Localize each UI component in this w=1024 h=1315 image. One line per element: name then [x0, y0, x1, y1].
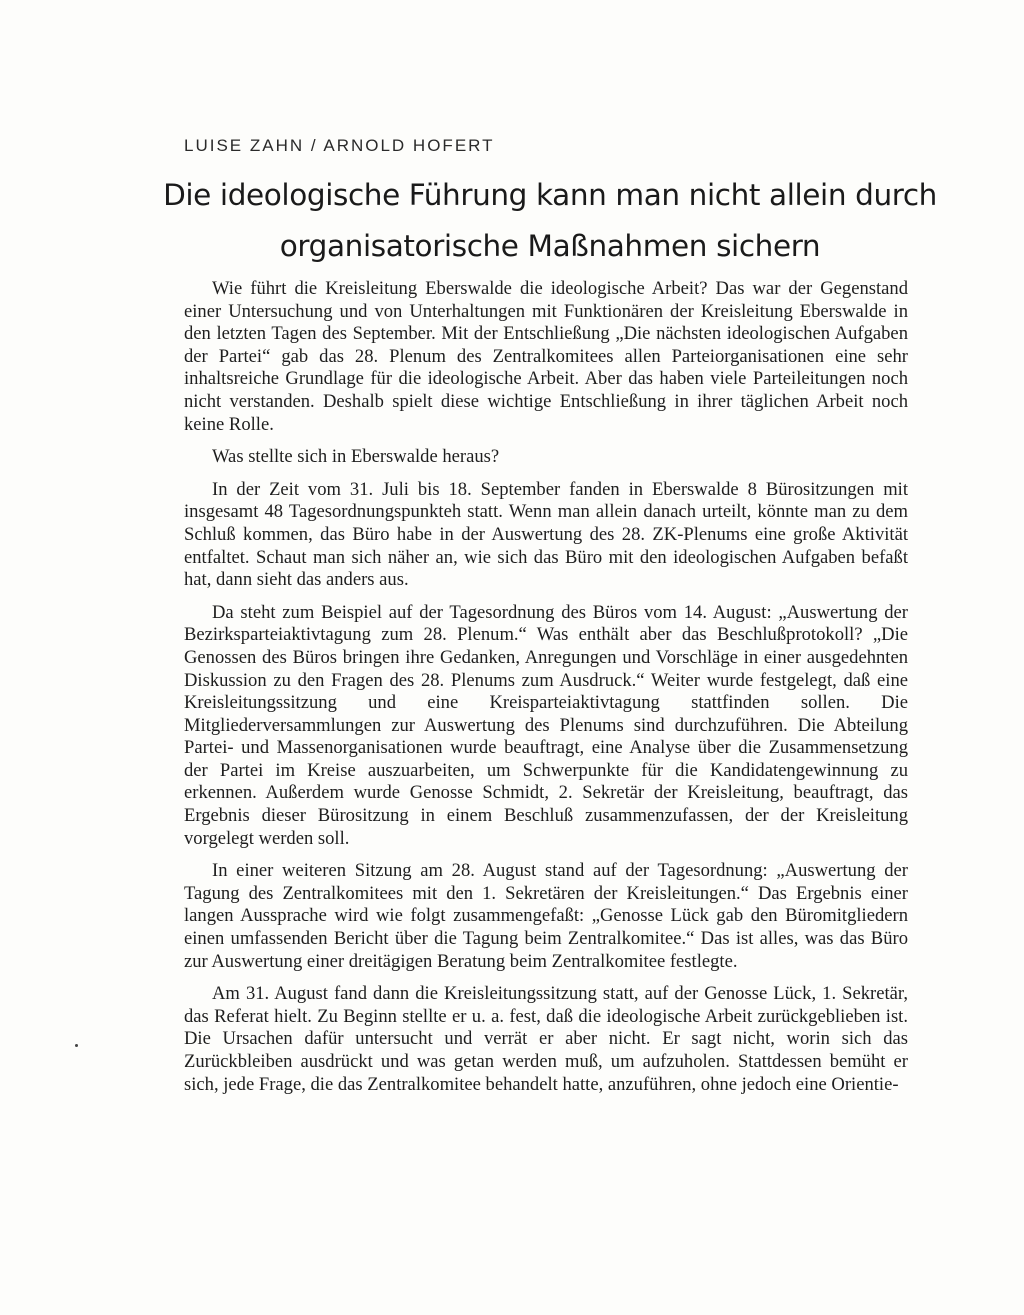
paragraph-5: In einer weiteren Sitzung am 28. August stand auf der Tagesordnung: „Auswertung der Tagung des Zentralkomitees mit den 1. Sekretären der Kreisleitungen.“ Das Ergebnis einer langen Aussprache wird wie folgt zusammengefaßt: „Genosse Lück gab den Büromitgliedern einen umfassenden Bericht über die Tagung beim Zentralkomitee.“ Das ist alles, was das Büro zur Auswertung einer dreitägigen Beratung beim Zentralkomitee festlegte. [184, 860, 908, 972]
paragraph-2: Was stellte sich in Eberswalde heraus? [212, 446, 500, 468]
title-line-1: Die ideologische Führung kann man nicht allein durch [163, 178, 937, 212]
print-speck [75, 1044, 78, 1047]
author-line: LUISE ZAHN / ARNOLD HOFERT [184, 136, 495, 155]
title-line-2: organisatorische Maßnahmen sichern [279, 229, 821, 263]
paragraph-1: Wie führt die Kreisleitung Eberswalde die ideologische Arbeit? Das war der Gegenstand einer Untersuchung und von Unterhaltungen mit Funktionären der Kreisleitung Eberswalde in den letzten Tagen des September. Mit der Entschließung „Die nächsten ideologischen Aufgaben der Partei“ gab das 28. Plenum des Zentralkomitees allen Parteiorganisationen eine sehr inhaltsreiche Grundlage für die ideologische Arbeit. Aber das haben viele Parteileitungen noch nicht verstanden. Deshalb spielt diese wichtige Entschließung in ihrer täglichen Arbeit noch keine Rolle. [184, 278, 908, 435]
paragraph-3: In der Zeit vom 31. Juli bis 18. September fanden in Eberswalde 8 Bürositzungen mit insgesamt 48 Tagesordnungspunkteh statt. Wenn man allein danach urteilt, könnte man zu dem Schluß kommen, das Büro habe in der Auswertung des 28. ZK-Plenums eine große Aktivität entfaltet. Schaut man sich näher an, wie sich das Büro mit den ideologischen Aufgaben befaßt hat, dann sieht das anders aus. [184, 478, 908, 591]
article-title [130, 170, 970, 272]
paragraph-4: Da steht zum Beispiel auf der Tagesordnung des Büros vom 14. August: „Auswertung der Bezirksparteiaktivtagung zum 28. Plenum.“ Was enthält aber das Beschlußprotokoll? „Die Genossen des Büros bringen ihre Gedanken, Anregungen und Vorschläge in einer ausgedehnten Diskussion zu den Fragen des 28. Plenums zum Ausdruck.“ Weiter wurde festgelegt, daß eine Kreisleitungssitzung und eine Kreisparteiaktivtagung stattfinden sollen. Die Mitgliederversammlungen zur Auswertung des Plenums sind durchzuführen. Die Abteilung Partei- und Massenorganisationen wurde beauftragt, eine Analyse über die Zusammensetzung der Partei im Kreise auszuarbeiten, um Schwerpunkte für die Kandidatengewinnung zu erkennen. Außerdem wurde Genosse Schmidt, 2. Sekretär der Kreisleitung, beauftragt, das Ergebnis dieser Bürositzung in einem Beschluß zusammenzufassen, der der Kreisleitung vorgelegt werden soll. [184, 601, 908, 849]
paragraph-6: Am 31. August fand dann die Kreisleitungssitzung statt, auf der Genosse Lück, 1. Sekretär, das Referat hielt. Zu Beginn stellte er u. a. fest, daß die ideologische Arbeit zurückgeblieben ist. Die Ursachen dafür untersucht und verrät er aber nicht. Er sagt nicht, worin sich das Zurückbleiben ausdrückt und was getan werden muß, um aufzuholen. Stattdessen bemüht er sich, jede Frage, die das Zentralkomitee behandelt hatte, anzuführen, ohne jedoch eine Orientie- [184, 983, 908, 1095]
article-body [184, 278, 908, 1106]
